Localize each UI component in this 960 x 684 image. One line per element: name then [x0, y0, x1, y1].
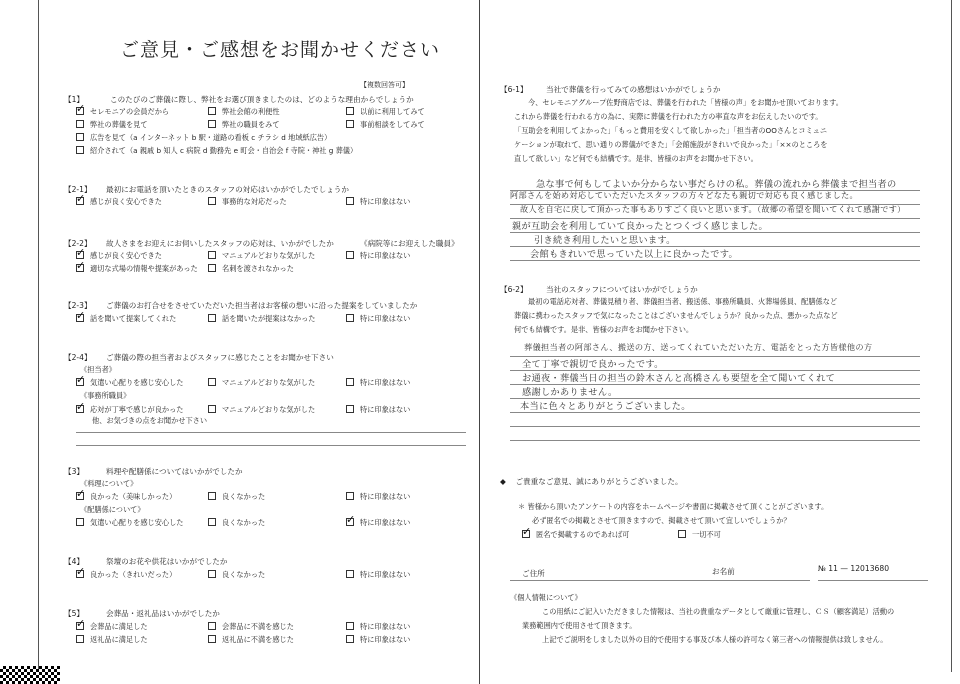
address-label: ご住所: [522, 569, 545, 578]
checkbox[interactable]: [208, 405, 216, 413]
q1-option[interactable]: ✓セレモニアの会員だから: [76, 107, 169, 117]
q2-2-question: 故人さまをお迎えにお伺いしたスタッフの応対は、いかがでしたか: [106, 239, 334, 248]
checkbox[interactable]: [208, 264, 216, 272]
q2-3-option[interactable]: 話を聞いたが提案はなかった: [208, 314, 315, 324]
handwritten-answer: 故人を自宅に戻して頂かった事もありすごく良いと思います。（故郷の希望を聞いてくれて感謝です）: [520, 204, 906, 214]
multi-answer-note: 【複数回答可】: [360, 81, 409, 89]
q2-2-option[interactable]: ✓適切な式場の情報や提案があった: [76, 264, 198, 274]
q3-option[interactable]: 良くなかった: [208, 492, 265, 502]
q2-4-option[interactable]: ✓気遣い心配りを感じ安心した: [76, 378, 183, 388]
checkbox[interactable]: [346, 107, 354, 115]
q1-option[interactable]: 弊社の葬儀を見て: [76, 120, 148, 130]
name-label: お名前: [712, 567, 735, 576]
q6-1-intro: 直して欲しい」など何でも結構です。是非、皆様のお声をお聞かせ下さい。: [514, 154, 758, 163]
q2-4-number: 【2-4】: [64, 353, 92, 362]
consent-option[interactable]: ✓匿名で掲載するのであれば可: [522, 530, 629, 540]
checkbox[interactable]: [346, 570, 354, 578]
address-line[interactable]: [510, 580, 710, 581]
checkbox[interactable]: [76, 197, 84, 205]
checkbox[interactable]: [346, 405, 354, 413]
q6-1-number: 【6-1】: [500, 85, 528, 94]
handwritten-answer: 感謝しかありません。: [522, 387, 618, 398]
page-title: ご意見・ご感想をお聞かせください: [120, 39, 441, 61]
q1-option[interactable]: 弊社会館の利便性: [208, 107, 280, 117]
q2-3-number: 【2-3】: [64, 301, 92, 310]
checkbox[interactable]: [678, 530, 686, 538]
q1-option[interactable]: 広告を見て（a インターネット b 駅・道路の看板 c チラシ d 地域紙広告）: [76, 133, 331, 143]
q1-option[interactable]: 紹介されて（a 親戚 b 知人 c 病院 d 勤務先 e 町会・自治会 f 寺院・神社 g 葬儀）: [76, 146, 357, 156]
q5-option[interactable]: 特に印象はない: [346, 635, 410, 645]
q2-1-number: 【2-1】: [64, 185, 92, 194]
checkbox[interactable]: [76, 146, 84, 154]
checkbox[interactable]: [76, 264, 84, 272]
checkbox[interactable]: [346, 378, 354, 386]
q6-1-intro: これから葬儀を行われる方の為に、実際に葬儀を行われた方の率直な声をお伝えしたいのです。: [514, 112, 823, 121]
q2-3-option[interactable]: 特に印象はない: [346, 314, 410, 324]
q4-question: 祭壇のお花や供花はいかがでしたか: [106, 557, 228, 566]
q5-option[interactable]: 返礼品に不満を感じた: [208, 635, 294, 645]
checkbox[interactable]: [76, 570, 84, 578]
q4-option[interactable]: 良くなかった: [208, 570, 265, 580]
q3-group-a: 《料理について》: [80, 479, 138, 488]
q1-number: 【1】: [64, 95, 85, 104]
checkbox[interactable]: [208, 635, 216, 643]
q2-2-option[interactable]: マニュアルどおりな気がした: [208, 251, 315, 261]
handwritten-answer: 引き続き利用したいと思います。: [534, 235, 676, 246]
q2-2-number: 【2-2】: [64, 239, 92, 248]
q5-number: 【5】: [64, 609, 85, 618]
checkbox[interactable]: [76, 622, 84, 630]
answer-line: [76, 432, 466, 433]
checkbox[interactable]: [208, 570, 216, 578]
q2-3-option[interactable]: ✓話を聞いて提案してくれた: [76, 314, 176, 324]
q2-4-option[interactable]: 特に印象はない: [346, 378, 410, 388]
q3-option[interactable]: ✓ 特に印象はない: [346, 518, 410, 528]
q6-2-intro: 何でも結構です。是非、皆様のお声をお聞かせ下さい。: [514, 325, 694, 334]
q5-question: 会葬品・返礼品はいかがでしたか: [106, 609, 220, 618]
checkbox[interactable]: [346, 492, 354, 500]
checkbox[interactable]: [208, 107, 216, 115]
answer-line: [510, 440, 920, 441]
q2-4-group-b: 《事務所職員》: [80, 391, 131, 400]
q1-question: このたびのご葬儀に際し、弊社をお選び頂きましたのは、どのような理由からでしょうか: [110, 95, 414, 104]
privacy-text: 業務範囲内で使用させて頂きます。: [522, 621, 637, 630]
q6-1-question: 当社で葬儀を行ってみての感想はいかがでしょうか: [546, 85, 721, 94]
center-fold: [479, 0, 480, 684]
q2-4-other: 他、お気づきの点をお聞かせ下さい: [92, 416, 208, 425]
checkbox[interactable]: [76, 120, 84, 128]
q6-1-intro: ケーションが取れて、思い通りの葬儀ができた」「会館施設がきれいで良かった」「××のところを: [514, 140, 828, 149]
checkbox[interactable]: [346, 518, 354, 526]
q3-question: 料理や配膳係についてはいかがでしたか: [106, 467, 243, 476]
checkbox[interactable]: [76, 133, 84, 141]
q3-option[interactable]: 気遣い心配りを感じ安心した: [76, 518, 183, 528]
checkbox[interactable]: [76, 518, 84, 526]
handwritten-answer: お通夜・葬儀当日の担当の鈴木さんと高橋さんも要望を全て聞いてくれて: [522, 373, 836, 384]
answer-line: [510, 426, 920, 427]
handwritten-answer: 急な事で何もしてよいか分からない事だらけの私。葬儀の流れから葬儀まで担当者の: [536, 179, 897, 190]
q3-number: 【3】: [64, 467, 85, 476]
privacy-title: 《個人情報について》: [510, 593, 582, 602]
checkbox[interactable]: [208, 518, 216, 526]
q1-option[interactable]: 以前に利用してみて: [346, 107, 425, 117]
q2-4-option[interactable]: マニュアルどおりな気がした: [208, 405, 315, 415]
scan-marker: [0, 666, 60, 684]
checkbox[interactable]: [76, 251, 84, 259]
q2-1-option[interactable]: 事務的な対応だった: [208, 197, 287, 207]
asterisk-icon: ＊: [518, 502, 526, 511]
checkbox[interactable]: [346, 314, 354, 322]
privacy-text: 上記でご説明をしました以外の目的で使用する事及び本人様の許可なく第三者への情報提供は致しません。: [542, 635, 888, 644]
consent-line: ＊ 皆様から頂いたアンケートの内容をホームページや書面に掲載させて頂くことがございます。: [518, 502, 829, 511]
q1-option[interactable]: 事前相談をしてみて: [346, 120, 425, 130]
q2-2-option[interactable]: 特に印象はない: [346, 251, 410, 261]
q1-option[interactable]: 弊社の職員をみて: [208, 120, 280, 130]
consent-option[interactable]: 一切不可: [678, 530, 721, 540]
checkbox[interactable]: [76, 107, 84, 115]
privacy-text: この用紙にご記入いただきました情報は、当社の貴重なデータとして厳重に管理し、ＣＳ（顧客満足）活動の: [542, 607, 895, 616]
handwritten-answer: 葬儀担当者の阿部さん、搬送の方、送ってくれていただいた方、電話をとった方皆様他の方: [524, 342, 873, 352]
checkbox[interactable]: [346, 197, 354, 205]
q3-option[interactable]: ✓良かった（美味しかった）: [76, 492, 176, 502]
q2-2-sub: 《病院等にお迎えした職員》: [360, 239, 459, 248]
q3-group-b: 《配膳係について》: [80, 505, 145, 514]
q6-1-intro: 今、セレモニアグループ佐野商店では、葬儀を行われた「皆様の声」をお聞かせ頂いております。: [528, 98, 843, 107]
checkbox[interactable]: [76, 314, 84, 322]
q2-2-option[interactable]: ✓感じが良く安心できた: [76, 251, 162, 261]
q2-4-option[interactable]: 特に印象はない: [346, 405, 410, 415]
q3-option[interactable]: 特に印象はない: [346, 492, 410, 502]
checkbox[interactable]: [208, 120, 216, 128]
checkbox[interactable]: [346, 635, 354, 643]
diamond-icon: ◆: [500, 477, 506, 486]
q6-2-intro: 最初の電話応対者、葬儀見積り者、葬儀担当者、搬送係、事務所職員、火葬場係員、配膳係など: [528, 297, 838, 306]
q3-option[interactable]: 良くなかった: [208, 518, 265, 528]
checkbox[interactable]: [522, 530, 530, 538]
consent-line: 必ず匿名での掲載とさせて頂きますので、掲載させて頂いて宜しいでしょうか？: [532, 516, 791, 525]
name-line[interactable]: [710, 580, 810, 581]
handwritten-answer: 本当に色々とありがとうございました。: [520, 401, 691, 412]
q2-4-option[interactable]: ✓応対が丁寧で感じが良かった: [76, 405, 183, 415]
q5-option[interactable]: 返礼品に満足した: [76, 635, 148, 645]
handwritten-answer: 親が互助会を利用していて良かったとつくづく感じました。: [512, 221, 768, 232]
handwritten-answer: 阿部さんを始め対応していただいたスタッフの方々どなたも親切で対応も良く感じました。: [510, 190, 858, 200]
q2-4-question: ご葬儀の際の担当者およびスタッフに感じたことをお聞かせ下さい: [106, 353, 334, 362]
record-number: № 11 — 12013680: [818, 564, 890, 573]
record-line: [818, 580, 928, 581]
answer-line: [510, 412, 920, 413]
checkbox[interactable]: [208, 251, 216, 259]
checkbox[interactable]: [76, 492, 84, 500]
checkbox[interactable]: [208, 622, 216, 630]
q2-2-option[interactable]: 名刺を渡されなかった: [208, 264, 294, 274]
q6-2-number: 【6-2】: [500, 285, 528, 294]
checkbox[interactable]: [76, 635, 84, 643]
q2-4-option[interactable]: マニュアルどおりな気がした: [208, 378, 315, 388]
q2-1-question: 最初にお電話を頂いたときのスタッフの対応はいかがでしたでしょうか: [106, 185, 349, 194]
checkbox[interactable]: [346, 251, 354, 259]
checkbox[interactable]: [208, 197, 216, 205]
q4-option[interactable]: ✓良かった（きれいだった）: [76, 570, 176, 580]
q6-1-intro: 「互助会を利用してよかった」「もっと費用を安くして欲しかった」「担当者のOOさんとコミュニ: [514, 126, 828, 135]
q2-4-group-a: 《担当者》: [80, 365, 116, 374]
q4-option[interactable]: 特に印象はない: [346, 570, 410, 580]
q5-option[interactable]: 特に印象はない: [346, 622, 410, 632]
q2-3-question: ご葬儀のお打合せをさせていただいた担当者はお客様の想いに沿った提案をしていましたか: [106, 301, 418, 310]
q4-number: 【4】: [64, 557, 85, 566]
answer-line: [510, 260, 920, 261]
checkbox[interactable]: [208, 492, 216, 500]
handwritten-answer: 全て丁寧で親切で良かったです。: [522, 359, 664, 370]
footer-thanks: ◆ ご貴重なご意見、誠にありがとうございました。: [500, 477, 683, 486]
q6-2-intro: 葬儀に携わったスタッフで気になったことはございませんでしょうか？良かった点、悪かった点など: [514, 311, 838, 320]
q2-1-option[interactable]: ✓感じが良く安心できた: [76, 197, 162, 207]
checkbox[interactable]: [208, 314, 216, 322]
checkbox[interactable]: [208, 378, 216, 386]
checkbox[interactable]: [76, 405, 84, 413]
handwritten-answer: 会館もきれいで思っていた以上に良かったです。: [530, 249, 738, 260]
checkbox[interactable]: [76, 378, 84, 386]
checkbox[interactable]: [346, 120, 354, 128]
checkbox[interactable]: [346, 622, 354, 630]
q2-1-option[interactable]: 特に印象はない: [346, 197, 410, 207]
q5-option[interactable]: ✓会葬品に満足した: [76, 622, 148, 632]
answer-line: [76, 445, 466, 446]
q6-2-question: 当社のスタッフについてはいかがでしょうか: [546, 285, 698, 294]
q5-option[interactable]: 会葬品に不満を感じた: [208, 622, 294, 632]
